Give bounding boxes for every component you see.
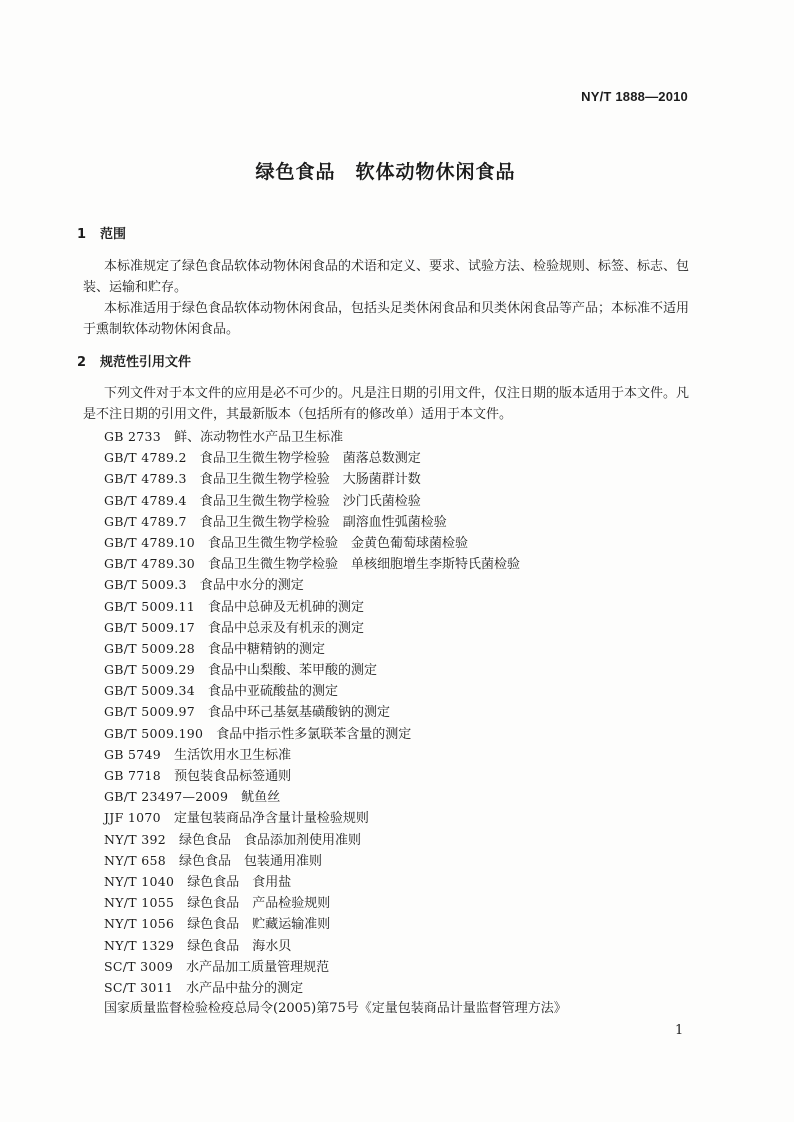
reference-code: NY/T 1329 [104, 937, 175, 953]
reference-item [104, 638, 688, 659]
reference-item [104, 701, 688, 722]
reference-item [104, 511, 688, 532]
reference-item [104, 596, 688, 617]
reference-code: GB/T 4789.10 [104, 534, 195, 550]
reference-code: SC/T 3009 [104, 958, 174, 974]
reference-title: 绿色食品 贮藏运输准则 [187, 917, 331, 933]
reference-title: 食品中亚硫酸盐的测定 [207, 684, 338, 700]
section-title: 规范性引用文件 [100, 355, 192, 370]
reference-code: GB/T 5009.17 [104, 619, 195, 635]
reference-code: NY/T 1055 [104, 895, 175, 911]
reference-item [104, 744, 688, 765]
reference-title: 定量包装商品净含量计量检验规则 [173, 811, 369, 827]
reference-title: 鲜、冻动物性水产品卫生标准 [174, 430, 344, 445]
reference-item [104, 574, 688, 595]
reference-list [104, 426, 688, 1019]
reference-code: GB/T 5009.3 [104, 577, 187, 593]
standard-number: NY/T 1888—2010 [581, 89, 688, 104]
reference-title: 绿色食品 食用盐 [187, 874, 292, 890]
scope-paragraph-2: 本标准适用于绿色食品软体动物休闲食品，包括头足类休闲食品和贝类休闲食品等产品；本标准不适用于熏制软体动物休闲食品。 [83, 301, 690, 337]
reference-code: SC/T 3011 [104, 979, 174, 995]
reference-code: GB/T 5009.29 [104, 662, 195, 678]
reference-title: 绿色食品 产品检验规则 [187, 896, 331, 912]
reference-code: GB/T 5009.97 [104, 704, 195, 720]
reference-title: 食品中总砷及无机砷的测定 [207, 599, 364, 615]
section-heading-scope [77, 224, 126, 245]
references-intro-paragraph: 下列文件对于本文件的应用是必不可少的。凡是注日期的引用文件，仅注日期的版本适用于本文件。凡是不注日期的引用文件，其最新版本（包括所有的修改单）适用于本文件。 [83, 386, 690, 422]
reference-title: 食品中指示性多氯联苯含量的测定 [216, 726, 412, 742]
reference-code: GB/T 4789.4 [104, 492, 187, 508]
reference-code: GB/T 5009.34 [104, 683, 195, 699]
reference-item [104, 871, 688, 892]
reference-item [104, 723, 688, 744]
reference-title: 食品卫生微生物学检验 大肠菌群计数 [199, 472, 421, 488]
section-title: 范围 [100, 227, 127, 242]
reference-title: 食品中总汞及有机汞的测定 [207, 620, 364, 636]
reference-title: 食品卫生微生物学检验 沙门氏菌检验 [199, 493, 421, 509]
reference-item [104, 892, 688, 913]
reference-item [104, 786, 688, 807]
reference-title: 食品卫生微生物学检验 菌落总数测定 [199, 451, 421, 467]
reference-code: GB/T 5009.28 [104, 640, 195, 656]
reference-code: NY/T 658 [104, 852, 166, 868]
document-title: 绿色食品 软体动物休闲食品 [255, 161, 516, 183]
reference-item [104, 680, 688, 701]
reference-code: GB/T 5009.11 [104, 598, 195, 614]
section-number: 2 [77, 355, 87, 370]
reference-code: GB/T 23497—2009 [104, 789, 229, 805]
reference-code: NY/T 1040 [104, 873, 175, 889]
reference-code: GB/T 4789.3 [104, 471, 187, 487]
reference-code: GB/T 4789.7 [104, 513, 187, 529]
reference-title: 生活饮用水卫生标准 [174, 747, 292, 763]
reference-title: 食品卫生微生物学检验 金黄色葡萄球菌检验 [207, 535, 468, 551]
reference-title: 预包装食品标签通则 [174, 769, 292, 784]
reference-item [104, 553, 688, 574]
reference-item [104, 490, 688, 511]
reference-item [104, 829, 688, 850]
reference-title: 绿色食品 食品添加剂使用准则 [178, 832, 361, 848]
page-number: 1 [675, 1023, 684, 1038]
section-number: 1 [77, 227, 87, 242]
reference-item [104, 913, 688, 934]
reference-item [104, 426, 688, 447]
reference-title: 绿色食品 包装通用准则 [178, 853, 322, 869]
reference-item [104, 850, 688, 871]
reference-item-decree: 国家质量监督检验检疫总局令(2005)第75号《定量包装商品计量监督管理方法》 [104, 1001, 567, 1017]
reference-title: 水产品加工质量管理规范 [186, 959, 330, 975]
reference-item [104, 977, 688, 998]
reference-title: 食品卫生微生物学检验 副溶血性弧菌检验 [199, 514, 447, 530]
reference-title: 水产品中盐分的测定 [186, 980, 304, 996]
reference-code: NY/T 392 [104, 831, 166, 847]
reference-title: 食品中环己基氨基磺酸钠的测定 [207, 705, 390, 721]
reference-item [104, 935, 688, 956]
reference-title: 鱿鱼丝 [241, 790, 281, 806]
section-heading-normative-references [77, 352, 191, 373]
reference-code: GB 2733 [104, 429, 162, 444]
reference-item [104, 807, 688, 828]
reference-code: GB/T 4789.2 [104, 450, 187, 466]
reference-item [104, 659, 688, 680]
scope-paragraph-1: 本标准规定了绿色食品软体动物休闲食品的术语和定义、要求、试验方法、检验规则、标签、标志、包装、运输和贮存。 [83, 259, 690, 295]
reference-code: NY/T 1056 [104, 916, 175, 932]
reference-item [104, 468, 688, 489]
reference-item [104, 617, 688, 638]
reference-title: 食品卫生微生物学检验 单核细胞增生李斯特氏菌检验 [207, 557, 520, 573]
reference-title: 食品中山梨酸、苯甲酸的测定 [207, 663, 377, 679]
reference-title: 食品中糖精钠的测定 [207, 641, 325, 657]
reference-code: GB 7718 [104, 768, 162, 783]
reference-item [104, 447, 688, 468]
reference-title: 绿色食品 海水贝 [187, 938, 292, 954]
reference-code: JJF 1070 [104, 810, 161, 826]
reference-item [104, 532, 688, 553]
reference-code: GB/T 4789.30 [104, 556, 195, 572]
reference-item [104, 765, 688, 786]
reference-item [104, 956, 688, 977]
reference-code: GB 5749 [104, 746, 162, 762]
reference-title: 食品中水分的测定 [199, 578, 304, 594]
reference-code: GB/T 5009.190 [104, 725, 204, 741]
